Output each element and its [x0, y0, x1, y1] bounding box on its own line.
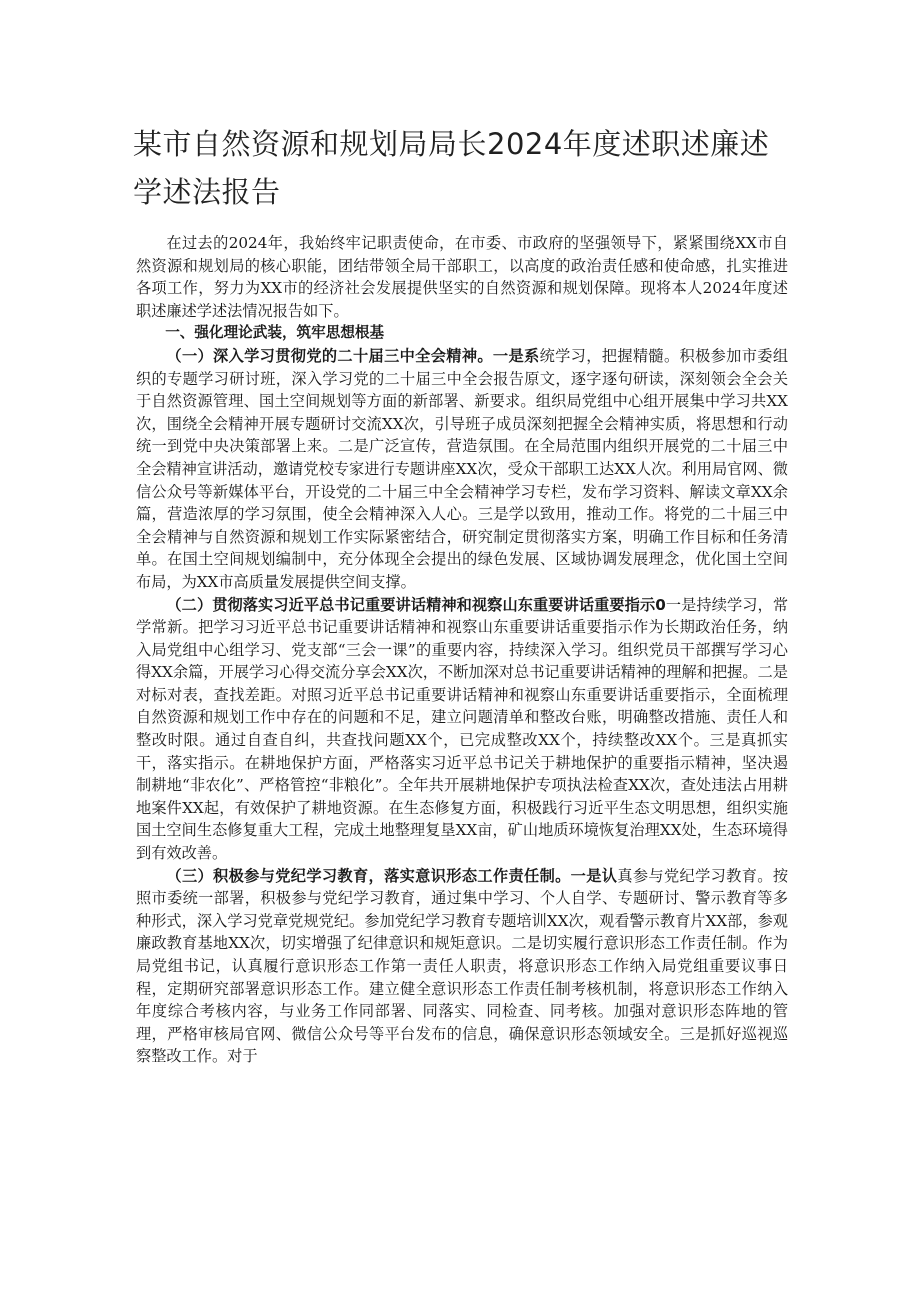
paragraph-2-lead: （二）贯彻落实习近平总书记重要讲话精神和视察山东重要讲话重要指示0	[166, 595, 666, 614]
paragraph-3-text: 真参与党纪学习教育。按照市委统一部署，积极参与党纪学习教育，通过集中学习、个人自学、专题研讨、警示教育等多种形式，深入学习党章党规党纪。参加党纪学习教育专题培训XX次，观看警示教育片XX部，参观廉政教育基地XX次，切实增强了纪律意识和规矩意识。二是切实履行意识形态工作责任制。作为局党组书记，认真履行意识形态工作第一责任人职责，将意识形态工作纳入局党组重要议事日程，定期研究部署意识形态工作。建立健全意识形态工作责任制考核机制，将意识形态工作纳入年度综合考核内容，与业务工作同部署、同落实、同检查、同考核。加强对意识形态阵地的管理，严格审核局官网、微信公众号等平台发布的信息，确保意识形态领域安全。三是抓好巡视巡察整改工作。对于	[136, 866, 789, 1066]
paragraph-3-lead: （三）积极参与党纪学习教育，落实意识形态工作责任制。一是认	[166, 866, 618, 885]
paragraph-1-lead: （一）深入学习贯彻党的二十届三中全会精神。一是系	[166, 346, 540, 365]
intro-paragraph: 在过去的2024年，我始终牢记职责使命，在市委、市政府的坚强领导下，紧紧围绕XX市自然资源和规划局的核心职能，团结带领全局干部职工，以高度的政治责任感和使命感，扎实推进各项工作，努力为XX市的经济社会发展提供坚实的自然资源和规划保障。现将本人2024年度述职述廉述学述法情况报告如下。	[136, 234, 788, 320]
paragraph-1-text: 统学习，把握精髓。积极参加市委组织的专题学习研讨班，深入学习党的二十届三中全会报告原文，逐字逐句研读，深刻领会全会关于自然资源管理、国土空间规划等方面的新部署、新要求。组织局党组中心组开展集中学习共XX次，围绕全会精神开展专题研讨交流XX次，引导班子成员深刻把握全会精神实质，将思想和行动统一到党中央决策部署上来。二是广泛宣传，营造氛围。在全局范围内组织开展党的二十届三中全会精神宣讲活动，邀请党校专家进行专题讲座XX次，受众干部职工达XX人次。利用局官网、微信公众号等新媒体平台，开设党的二十届三中全会精神学习专栏，发布学习资料、解读文章XX余篇，营造浓厚的学习氛围，使全会精神深入人心。三是学以致用，推动工作。将党的二十届三中全会精神与自然资源和规划工作实际紧密结合，研究制定贯彻落实方案，明确工作目标和任务清单。在国土空间规划编制中，充分体现全会提出的绿色发展、区域协调发展理念，优化国土空间布局，为XX市高质量发展提供空间支撑。	[136, 346, 789, 591]
section-heading-1: 一、强化理论武装，筑牢思想根基	[165, 324, 385, 342]
document-title: 某市自然资源和规划局局长2024年度述职述廉述学述法报告	[133, 127, 770, 209]
document-body	[136, 232, 788, 1068]
paragraph-2	[136, 594, 788, 865]
paragraph-1	[136, 345, 788, 594]
paragraph-2-text: 一是持续学习，常学常新。把学习习近平总书记重要讲话精神和视察山东重要讲话重要指示作为长期政治任务，纳入局党组中心组学习、党支部“三会一课”的重要内容，持续深入学习。组织党员干部撰写学习心得XX余篇，开展学习心得交流分享会XX次，不断加深对总书记重要讲话精神的理解和把握。二是对标对表，查找差距。对照习近平总书记重要讲话精神和视察山东重要讲话重要指示，全面梳理自然资源和规划工作中存在的问题和不足，建立问题清单和整改台账，明确整改措施、责任人和整改时限。通过自查自纠，共查找问题XX个，已完成整改XX个，持续整改XX个。三是真抓实干，落实指示。在耕地保护方面，严格落实习近平总书记关于耕地保护的重要指示精神，坚决遏制耕地“非农化”、严格管控“非粮化”。全年共开展耕地保护专项执法检查XX次，查处违法占用耕地案件XX起，有效保护了耕地资源。在生态修复方面，积极践行习近平生态文明思想，组织实施国土空间生态修复重大工程，完成土地整理复垦XX亩，矿山地质环境恢复治理XX处，生态环境得到有效改善。	[136, 595, 789, 863]
paragraph-3	[136, 865, 788, 1068]
